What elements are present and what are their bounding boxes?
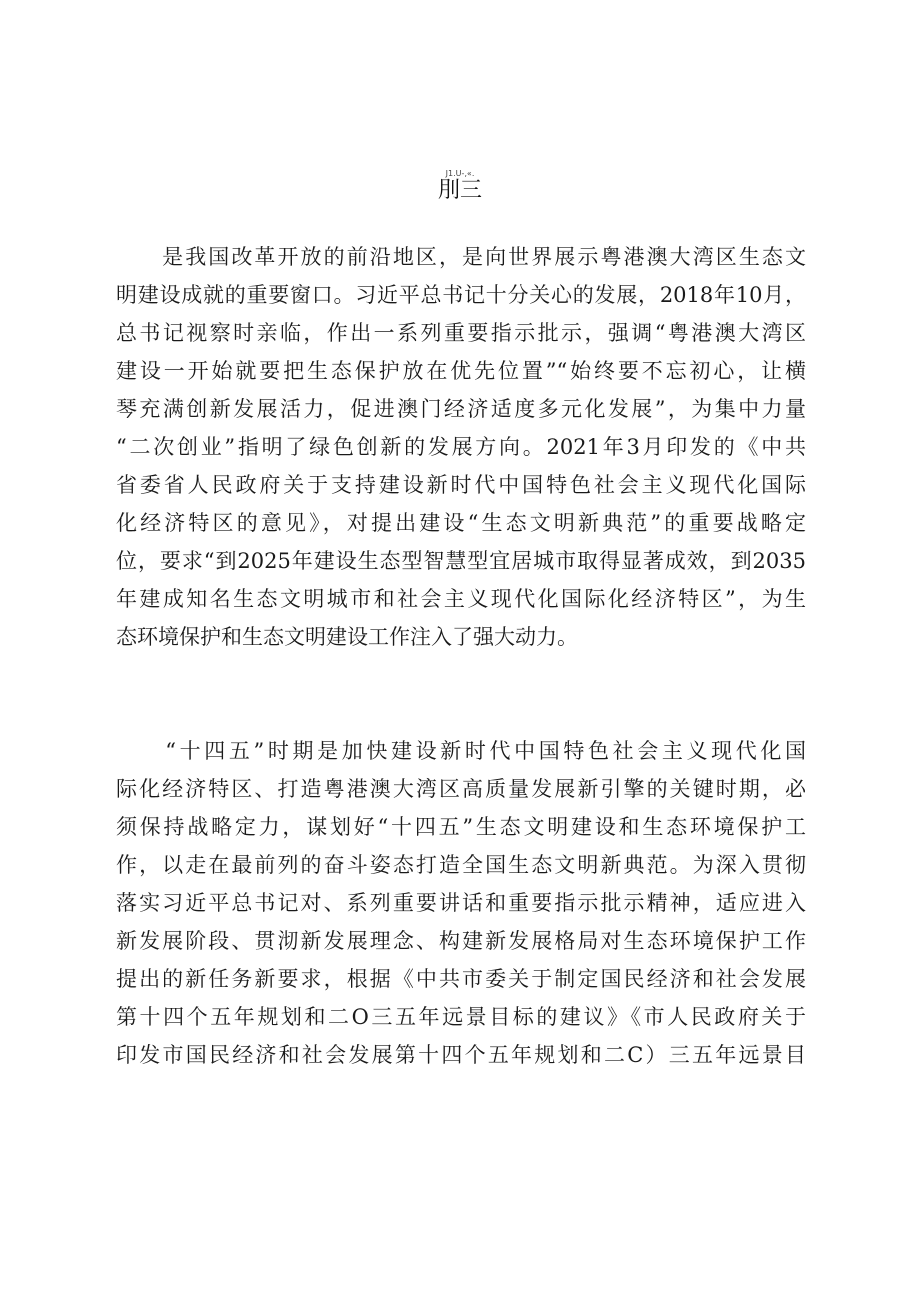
text-line: 新发展阶段、贯沏新发展理念、构建新发展格局对生态环境保护工作 bbox=[116, 929, 806, 953]
text-line: 年建成知名生态文明城市和社会主义现代化国际化经济特区”，为生 bbox=[116, 587, 806, 611]
text-line: 作，以走在最前列的奋斗姿态打造全国生态文明新典范。为深入贯彻 bbox=[116, 853, 806, 877]
text-line: 落实习近平总书记对、系列重要讲话和重要指示批示精神，适应进入 bbox=[116, 891, 806, 915]
text-line: 总书记视察时亲临，作出一系列重要指示批示，强调“粤港澳大湾区 bbox=[116, 321, 806, 345]
page-title: 刖三 bbox=[437, 178, 482, 203]
text-line-last: 态环境保护和生态文明建设工作注入了强大动力。 bbox=[116, 625, 578, 649]
text-line: 化经济特区的意见》，对提出建设“生态文明新典范”的重要战略定 bbox=[116, 511, 806, 535]
text-line: 明建设成就的重要窗口。习近平总书记十分关心的发展，2018年10月， bbox=[116, 283, 806, 307]
header-mark: J1.U-‚«. bbox=[445, 169, 475, 178]
text-line: 位，要求“到2025年建设生态型智慧型宜居城市取得显著成效，到2035 bbox=[116, 549, 806, 573]
text-line: 第十四个五年规划和二O三五年远景目标的建议》《市人民政府关于 bbox=[116, 1005, 806, 1029]
text-line: 须保持战略定力，谋划好“十四五”生态文明建设和生态环境保护工 bbox=[116, 815, 806, 839]
text-line: 际化经济特区、打造粤港澳大湾区高质量发展新引擎的关键时期，必 bbox=[116, 777, 806, 801]
text-line: 印发市国民经济和社会发展第十四个五年规划和二C）三五年远景目 bbox=[116, 1043, 806, 1067]
paragraph-2 bbox=[116, 732, 806, 1074]
text-line: 提出的新任务新要求，根据《中共市委关于制定国民经济和社会发展 bbox=[116, 967, 806, 991]
text-line: “二次创业”指明了绿色创新的发展方向。2021年3月印发的《中共 bbox=[116, 435, 806, 459]
text-line: “十四五”时期是加快建设新时代中国特色社会主义现代化国 bbox=[116, 739, 806, 763]
paragraph-1 bbox=[116, 238, 806, 656]
text-line: 琴充满创新发展活力，促进澳门经济适度多元化发展”，为集中力量 bbox=[116, 397, 806, 421]
text-line: 省委省人民政府关于支持建设新时代中国特色社会主义现代化国际 bbox=[116, 473, 806, 497]
text-line: 建设一开始就要把生态保护放在优先位置”“始终要不忘初心，让横 bbox=[116, 359, 806, 383]
text-line: 是我国改革开放的前沿地区，是向世界展示粤港澳大湾区生态文 bbox=[116, 245, 806, 269]
